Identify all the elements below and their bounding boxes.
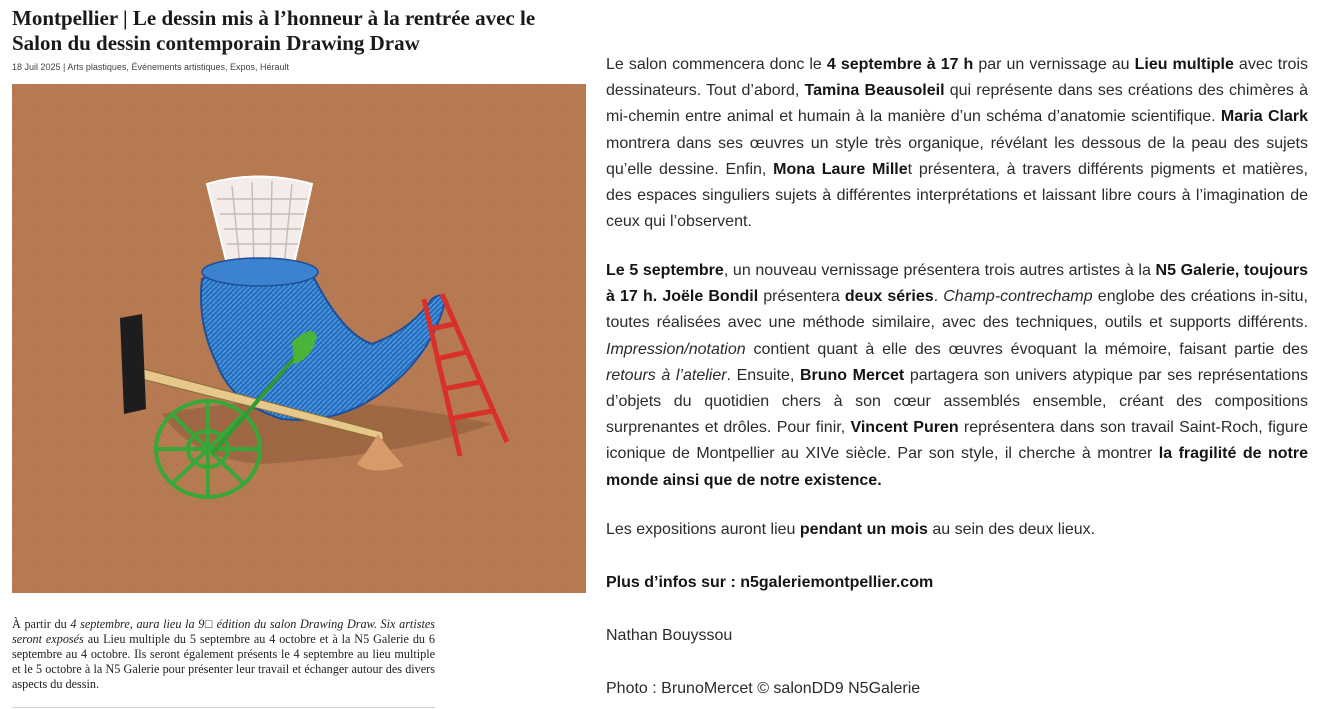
paragraph: Le 5 septembre, un nouveau vernissage présentera trois autres artistes à la N5 Galerie, toujours à 17 h. Joële Bondil présentera deux séries. Champ-contrechamp englobe des créations in-situ, toutes réalisées avec une méthode similaire, avec des techniques, outils et supports différents. Impression/notation contient quant à elle des œuvres évoquant la mémoire, faisant partie des retours à l’atelier. Ensuite, Bruno Mercet partagera son univers atypique par ses représentations d’objets du quotidien chers à son cœur assemblés ensemble, créant des compositions surprenantes et drôles. Pour finir, Vincent Puren représentera dans son travail Saint-Roch, figure iconique de Montpellier au XIVe siècle. Par son style, il cherche à montrer la fragilité de notre monde ainsi que de notre existence. [606,262,1309,489]
paragraph: Le salon commencera donc le 4 septembre à 17 h par un vernissage au Lieu multiple avec trois dessinateurs. Tout d’abord, Tamina Beausoleil qui représente dans ses créations des chimères à mi-chemin entre animal et humain à la manière d’un schéma d’anatomie scientifique. Maria Clark montrera dans ses œuvres un style très organique, révélant les dessous de la peau des sujets qu’elle dessine. Enfin, Mona Laure Millet présentera, à travers différents pigments et matières, des espaces singuliers sujets à différentes interprétations et laissant libre cours à l’imagination de ceux qui l’observent. [606,56,1309,231]
category-link[interactable]: Arts plastiques [67,62,127,72]
category-link[interactable]: Hérault [260,62,290,72]
author-name: Nathan Bouyssou [606,627,733,644]
article-date: 18 Juil 2025 [12,62,61,72]
drawing-illustration [12,84,586,593]
paragraph: Les expositions auront lieu pendant un mois au sein des deux lieux. [606,521,1096,538]
article-meta: 18 Juil 2025 | Arts plastiques, Événements artistiques, Expos, Hérault [12,62,290,72]
category-link[interactable]: Expos [230,62,256,72]
article-image [12,84,586,593]
divider [12,707,435,708]
more-info-link[interactable]: Plus d’infos sur : n5galeriemontpellier.com [606,574,934,591]
article-title: Montpellier | Le dessin mis à l’honneur à la rentrée avec le Salon du dessin contemporain Drawing Draw [12,6,536,55]
category-link[interactable]: Événements artistiques [131,62,225,72]
photo-credit: Photo : BrunoMercet © salonDD9 N5Galerie [606,680,921,697]
image-caption: À partir du 4 septembre, aura lieu la 9□ édition du salon Drawing Draw. Six artistes seront exposés au Lieu multiple du 5 septembre au 4 octobre et à la N5 Galerie du 6 septembre au 4 octobre. Ils seront également présents le 4 septembre au lieu multiple et le 5 octobre à la N5 Galerie pour présenter leur travail et échanger autour des divers aspects du dessin. [12,617,435,691]
